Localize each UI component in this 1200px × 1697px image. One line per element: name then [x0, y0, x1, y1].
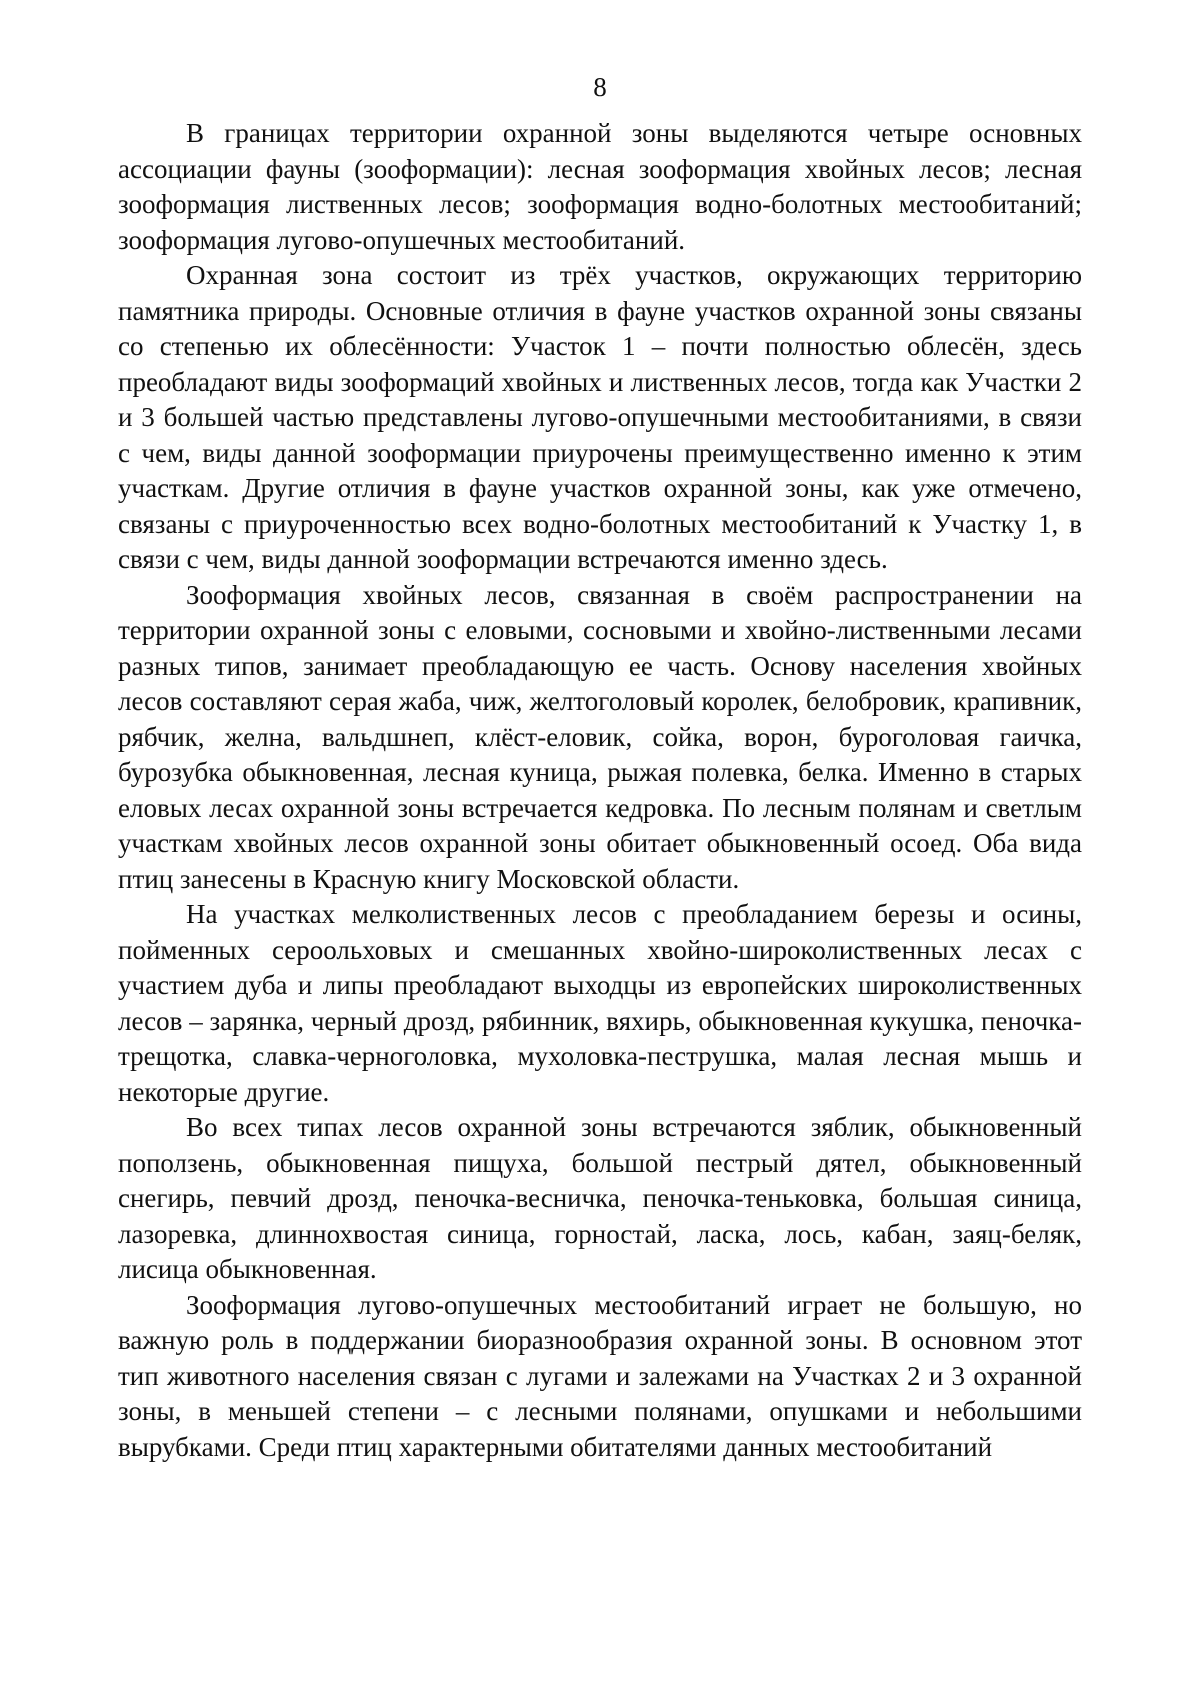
- document-body: [118, 116, 1082, 1465]
- paragraph-fauna-associations: В границах территории охранной зоны выделяются четыре основных ассоциации фауны (зооформации): лесная зооформация хвойных лесов; лесная зооформация лиственных лесов; зооформация водно-болотных местообитаний; зооформация лугово-опушечных местообитаний.: [118, 118, 1082, 255]
- paragraph-small-leaved-forests: На участках мелколиственных лесов с преобладанием березы и осины, пойменных сероольховых и смешанных хвойно-широколиственных лесах с участием дуба и липы преобладают выходцы из европейских широколиственных лесов – зарянка, черный дрозд, рябинник, вяхирь, обыкновенная кукушка, пеночка-трещотка, славка-черноголовка, мухоловка-пеструшка, малая лесная мышь и некоторые другие.: [118, 899, 1082, 1107]
- paragraph-protected-zone-sections: Охранная зона состоит из трёх участков, окружающих территорию памятника природы. Основные отличия в фауне участков охранной зоны связаны со степенью их облесённости: Участок 1 – почти полностью облесён, здесь преобладают виды зооформаций хвойных и лиственных лесов, тогда как Участки 2 и 3 большей частью представлены лугово-опушечными местообитаниями, в связи с чем, виды данной зооформации приурочены преимущественно именно к этим участкам. Другие отличия в фауне участков охранной зоны, как уже отмечено, связаны с приуроченностью всех водно-болотных местообитаний к Участку 1, в связи с чем, виды данной зооформации встречаются именно здесь.: [118, 260, 1082, 574]
- paragraph-coniferous-forest-zooformation: Зооформация хвойных лесов, связанная в своём распространении на территории охранной зоны с еловыми, сосновыми и хвойно-лиственными лесами разных типов, занимает преобладающую ее часть. Основу населения хвойных лесов составляют серая жаба, чиж, желтоголовый королек, белобровик, крапивник, рябчик, желна, вальдшнеп, клёст-еловик, сойка, ворон, буроголовая гаичка, бурозубка обыкновенная, лесная куница, рыжая полевка, белка. Именно в старых еловых лесах охранной зоны встречается кедровка. По лесным полянам и светлым участкам хвойных лесов охранной зоны обитает обыкновенный осоед. Оба вида птиц занесены в Красную книгу Московской области.: [118, 579, 1082, 894]
- paragraph-meadow-edge-zooformation: Зооформация лугово-опушечных местообитаний играет не большую, но важную роль в поддержании биоразнообразия охранной зоны. В основном этот тип животного населения связан с лугами и залежами на Участках 2 и 3 охранной зоны, в меньшей степени – с лесными полянами, опушками и небольшими вырубками. Среди птиц характерными обитателями данных местообитаний: [118, 1289, 1082, 1462]
- paragraph-all-forest-types: Во всех типах лесов охранной зоны встречаются зяблик, обыкновенный поползень, обыкновенная пищуха, большой пестрый дятел, обыкновенный снегирь, певчий дрозд, пеночка-весничка, пеночка-теньковка, большая синица, лазоревка, длиннохвостая синица, горностай, ласка, лось, кабан, заяц-беляк, лисица обыкновенная.: [118, 1112, 1082, 1284]
- page-number: 8: [593, 72, 607, 102]
